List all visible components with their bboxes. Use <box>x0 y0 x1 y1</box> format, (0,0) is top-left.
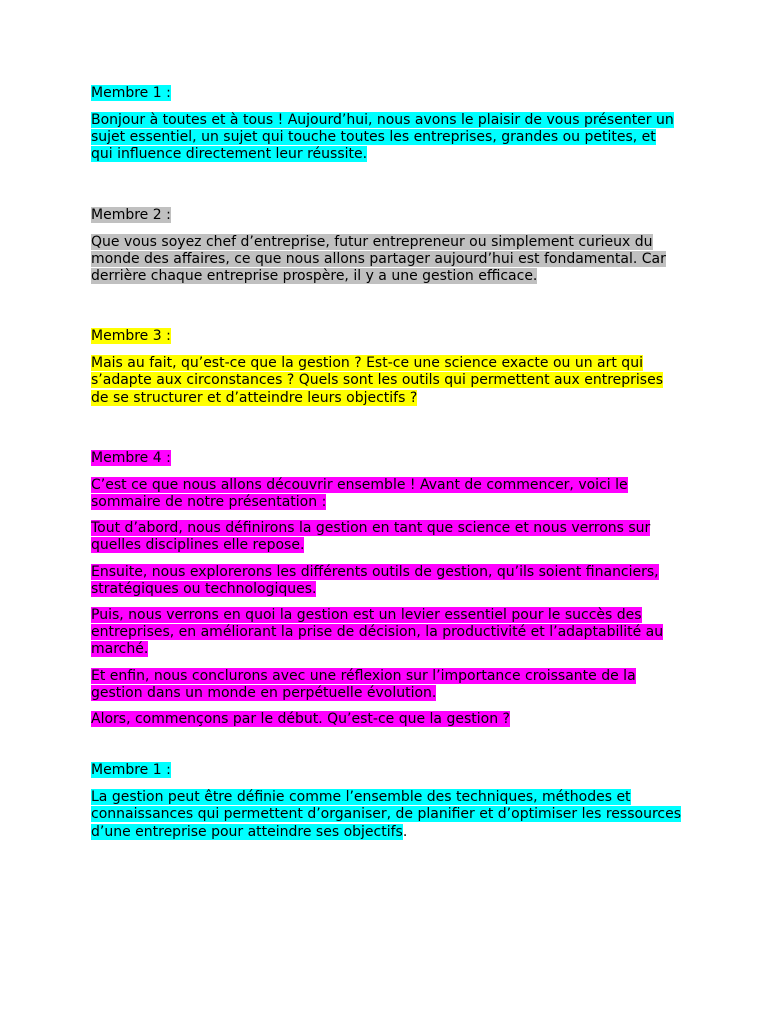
speech-paragraph <box>91 355 681 407</box>
paragraph-text: Tout d’abord, nous définirons la gestion en tant que science et nous verrons sur quelles disciplines elle repose. <box>91 520 651 554</box>
section-spacer <box>91 407 681 449</box>
speaker-name: Membre 4 : <box>91 449 171 466</box>
paragraph-text: Et enfin, nous conclurons avec une réflexion sur l’importance croissante de la gestion dans un monde en perpétuelle évolution. <box>91 667 636 701</box>
speaker-label <box>91 449 681 467</box>
speaker-name: Membre 1 : <box>91 85 171 101</box>
paragraph-text: Ensuite, nous explorerons les différents outils de gestion, qu’ils soient financiers, stratégiques ou technologiques. <box>91 563 659 597</box>
paragraph-tail: . <box>402 823 408 840</box>
document-page <box>91 84 681 841</box>
speech-paragraph <box>91 789 681 841</box>
section-spacer <box>91 285 681 327</box>
section-spacer <box>91 728 681 761</box>
speech-paragraph <box>91 112 681 164</box>
paragraph-text: La gestion peut être définie comme l’ensemble des techniques, méthodes et connaissances qui permettent d’organiser, de planifier et d’optimiser les ressources d’une entreprise pour atteindre ses objectifs <box>91 789 681 840</box>
paragraph-text: C’est ce que nous allons découvrir ensemble ! Avant de commencer, voici le sommaire de notre présentation : <box>91 476 628 511</box>
speaker-section <box>91 761 681 841</box>
speech-paragraph <box>91 668 681 702</box>
section-spacer <box>91 164 681 206</box>
speech-paragraph <box>91 711 681 728</box>
speaker-name: Membre 1 : <box>91 762 171 779</box>
speech-paragraph <box>91 520 681 554</box>
speaker-label <box>91 761 681 779</box>
speech-paragraph <box>91 607 681 659</box>
speaker-label <box>91 206 681 224</box>
speaker-section <box>91 327 681 407</box>
paragraph-text: Puis, nous verrons en quoi la gestion est un levier essentiel pour le succès des entreprises, en améliorant la prise de décision, la productivité et l’adaptabilité au marché. <box>91 607 664 658</box>
paragraph-text: Alors, commençons par le début. Qu’est-ce que la gestion ? <box>91 711 510 728</box>
paragraph-text: Que vous soyez chef d’entreprise, futur entrepreneur ou simplement curieux du monde des affaires, ce que nous allons partager aujourd’hui est fondamental. Car derrière chaque entreprise prospère, il y a une gestion efficace. <box>91 233 666 285</box>
paragraph-text: Bonjour à toutes et à tous ! Aujourd’hui, nous avons le plaisir de vous présenter un sujet essentiel, un sujet qui touche toutes les entreprises, grandes ou petites, et qui influence directement leur réussite. <box>91 112 674 163</box>
speech-paragraph <box>91 477 681 511</box>
speaker-section <box>91 449 681 728</box>
speaker-label <box>91 327 681 345</box>
speech-paragraph <box>91 564 681 598</box>
speaker-section <box>91 206 681 286</box>
speaker-section <box>91 84 681 164</box>
speech-paragraph <box>91 234 681 286</box>
paragraph-text: Mais au fait, qu’est-ce que la gestion ? Est-ce une science exacte ou un art qui s’adapte aux circonstances ? Quels sont les outils qui permettent aux entreprises de se structurer et d’atteindre leurs objectifs ? <box>91 355 663 406</box>
speaker-name: Membre 2 : <box>91 206 171 223</box>
speaker-name: Membre 3 : <box>91 328 171 345</box>
speaker-label <box>91 84 681 102</box>
